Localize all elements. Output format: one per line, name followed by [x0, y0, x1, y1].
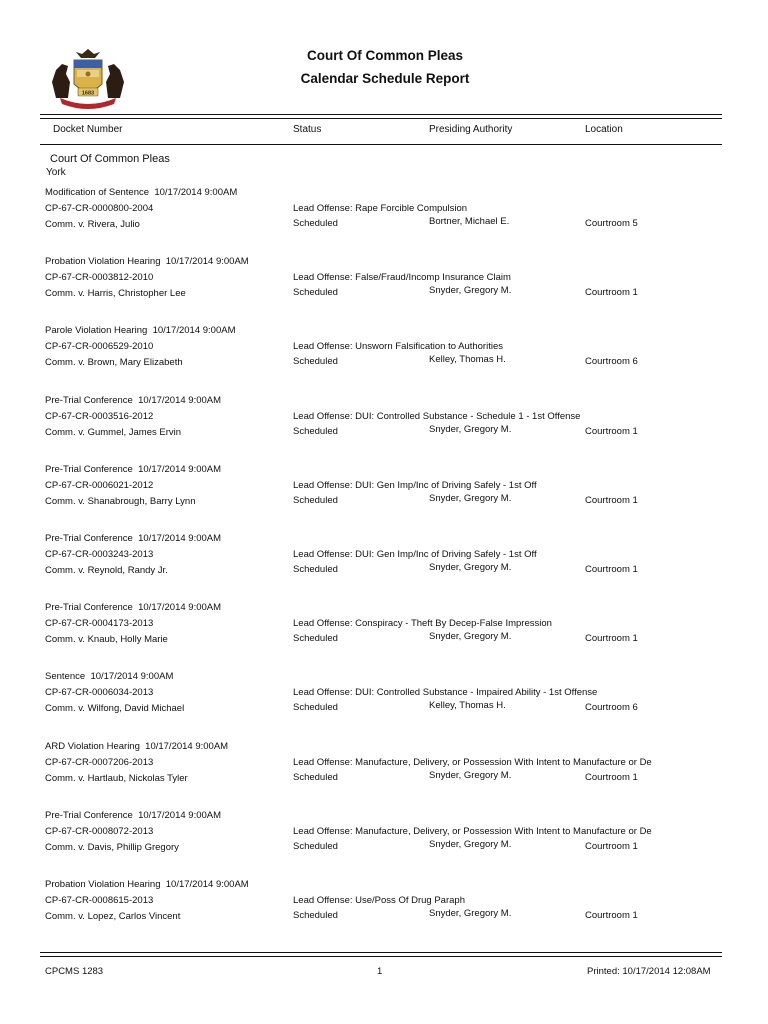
docket-number: CP-67-CR-0006034-2013: [45, 687, 154, 698]
event-datetime: 10/17/2014 9:00AM: [154, 187, 238, 198]
schedule-entry: [0, 187, 768, 247]
schedule-entry: [0, 602, 768, 662]
column-header-rule: [40, 144, 722, 145]
docket-number: CP-67-CR-0000800-2004: [45, 203, 154, 214]
status: Scheduled: [293, 356, 338, 367]
docket-number: CP-67-CR-0006529-2010: [45, 341, 154, 352]
presiding-authority: Snyder, Gregory M.: [429, 770, 512, 781]
lead-offense: Lead Offense: Manufacture, Delivery, or Possession With Intent to Manufacture or De: [293, 757, 652, 768]
lead-offense: Lead Offense: DUI: Controlled Substance - Schedule 1 - 1st Offense: [293, 411, 581, 422]
event-type: Pre-Trial Conference: [45, 395, 133, 406]
location: Courtroom 1: [585, 495, 638, 506]
location: Courtroom 1: [585, 633, 638, 644]
lead-offense: Lead Offense: Unsworn Falsification to Authorities: [293, 341, 503, 352]
event-type: Parole Violation Hearing: [45, 325, 148, 336]
presiding-authority: Snyder, Gregory M.: [429, 493, 512, 504]
status: Scheduled: [293, 564, 338, 575]
docket-number: CP-67-CR-0008072-2013: [45, 826, 154, 837]
case-caption: Comm. v. Reynold, Randy Jr.: [45, 565, 168, 576]
event-line: [45, 741, 228, 752]
case-caption: Comm. v. Knaub, Holly Marie: [45, 634, 168, 645]
presiding-authority: Snyder, Gregory M.: [429, 562, 512, 573]
header-rule-top-2: [40, 118, 722, 119]
event-type: Probation Violation Hearing: [45, 879, 161, 890]
docket-number: CP-67-CR-0004173-2013: [45, 618, 154, 629]
location: Courtroom 1: [585, 426, 638, 437]
state-seal-icon: [46, 48, 130, 110]
footer-form-id: CPCMS 1283: [45, 966, 104, 977]
presiding-authority: Bortner, Michael E.: [429, 216, 510, 227]
case-caption: Comm. v. Gummel, James Ervin: [45, 427, 182, 438]
event-line: [45, 325, 236, 336]
event-line: [45, 187, 237, 198]
presiding-authority: Snyder, Gregory M.: [429, 908, 512, 919]
section-county: York: [46, 167, 66, 178]
column-header-authority: Presiding Authority: [429, 124, 513, 135]
footer-printed: Printed: 10/17/2014 12:08AM: [587, 966, 711, 977]
presiding-authority: Snyder, Gregory M.: [429, 631, 512, 642]
column-header-location: Location: [585, 124, 623, 135]
status: Scheduled: [293, 495, 338, 506]
event-datetime: 10/17/2014 9:00AM: [152, 325, 236, 336]
event-datetime: 10/17/2014 9:00AM: [165, 879, 249, 890]
column-header-docket: Docket Number: [53, 124, 123, 135]
schedule-entry: [0, 256, 768, 316]
case-caption: Comm. v. Wilfong, David Michael: [45, 703, 185, 714]
lead-offense: Lead Offense: Use/Poss Of Drug Paraph: [293, 895, 465, 906]
seal-year-text: 1683: [81, 90, 95, 97]
report-court-title: Court Of Common Pleas: [306, 48, 463, 63]
case-caption: Comm. v. Shanabrough, Barry Lynn: [45, 496, 196, 507]
event-line: [45, 602, 221, 613]
header-rule-top: [40, 114, 722, 115]
lead-offense: Lead Offense: DUI: Gen Imp/Inc of Driving Safely - 1st Off: [293, 549, 537, 560]
location: Courtroom 1: [585, 772, 638, 783]
schedule-entry: [0, 879, 768, 939]
docket-number: CP-67-CR-0008615-2013: [45, 895, 154, 906]
event-line: [45, 810, 221, 821]
schedule-entry: [0, 325, 768, 385]
case-caption: Comm. v. Davis, Phillip Gregory: [45, 842, 179, 853]
event-line: [45, 879, 249, 890]
location: Courtroom 6: [585, 702, 638, 713]
presiding-authority: Kelley, Thomas H.: [429, 700, 506, 711]
event-type: Pre-Trial Conference: [45, 464, 133, 475]
docket-number: CP-67-CR-0006021-2012: [45, 480, 154, 491]
event-line: [45, 464, 221, 475]
location: Courtroom 5: [585, 218, 638, 229]
location: Courtroom 6: [585, 356, 638, 367]
case-caption: Comm. v. Lopez, Carlos Vincent: [45, 911, 181, 922]
event-datetime: 10/17/2014 9:00AM: [138, 533, 222, 544]
report-title: Calendar Schedule Report: [300, 71, 470, 86]
schedule-entry: [0, 395, 768, 455]
event-datetime: 10/17/2014 9:00AM: [145, 741, 229, 752]
event-type: Pre-Trial Conference: [45, 533, 133, 544]
presiding-authority: Snyder, Gregory M.: [429, 285, 512, 296]
status: Scheduled: [293, 633, 338, 644]
footer-rule-top: [40, 952, 722, 953]
event-datetime: 10/17/2014 9:00AM: [138, 395, 222, 406]
case-caption: Comm. v. Hartlaub, Nickolas Tyler: [45, 773, 188, 784]
event-line: [45, 533, 221, 544]
lead-offense: Lead Offense: Conspiracy - Theft By Decep-False Impression: [293, 618, 552, 629]
lead-offense: Lead Offense: False/Fraud/Incomp Insurance Claim: [293, 272, 511, 283]
section-court-name: Court Of Common Pleas: [50, 153, 170, 165]
schedule-entry: [0, 810, 768, 870]
event-datetime: 10/17/2014 9:00AM: [138, 464, 222, 475]
presiding-authority: Kelley, Thomas H.: [429, 354, 506, 365]
event-type: Sentence: [45, 671, 86, 682]
status: Scheduled: [293, 426, 338, 437]
lead-offense: Lead Offense: DUI: Gen Imp/Inc of Driving Safely - 1st Off: [293, 480, 537, 491]
status: Scheduled: [293, 772, 338, 783]
schedule-entry: [0, 464, 768, 524]
schedule-entry: [0, 671, 768, 731]
case-caption: Comm. v. Brown, Mary Elizabeth: [45, 357, 183, 368]
event-type: Pre-Trial Conference: [45, 602, 133, 613]
event-type: Pre-Trial Conference: [45, 810, 133, 821]
footer-rule-bottom: [40, 956, 722, 957]
presiding-authority: Snyder, Gregory M.: [429, 839, 512, 850]
status: Scheduled: [293, 910, 338, 921]
location: Courtroom 1: [585, 841, 638, 852]
event-line: [45, 256, 249, 267]
event-datetime: 10/17/2014 9:00AM: [165, 256, 249, 267]
docket-number: CP-67-CR-0003812-2010: [45, 272, 154, 283]
location: Courtroom 1: [585, 564, 638, 575]
schedule-entry: [0, 533, 768, 593]
status: Scheduled: [293, 841, 338, 852]
docket-number: CP-67-CR-0007206-2013: [45, 757, 154, 768]
presiding-authority: Snyder, Gregory M.: [429, 424, 512, 435]
status: Scheduled: [293, 287, 338, 298]
docket-number: CP-67-CR-0003516-2012: [45, 411, 154, 422]
case-caption: Comm. v. Rivera, Julio: [45, 219, 140, 230]
event-type: Modification of Sentence: [45, 187, 150, 198]
event-datetime: 10/17/2014 9:00AM: [90, 671, 174, 682]
case-caption: Comm. v. Harris, Christopher Lee: [45, 288, 186, 299]
status: Scheduled: [293, 218, 338, 229]
lead-offense: Lead Offense: Rape Forcible Compulsion: [293, 203, 468, 214]
event-line: [45, 671, 173, 682]
event-type: ARD Violation Hearing: [45, 741, 140, 752]
event-datetime: 10/17/2014 9:00AM: [138, 810, 222, 821]
docket-number: CP-67-CR-0003243-2013: [45, 549, 154, 560]
schedule-entry: [0, 741, 768, 801]
lead-offense: Lead Offense: DUI: Controlled Substance - Impaired Ability - 1st Offense: [293, 687, 598, 698]
event-type: Probation Violation Hearing: [45, 256, 161, 267]
column-header-status: Status: [293, 124, 322, 135]
footer-page-number: 1: [377, 966, 383, 977]
event-line: [45, 395, 221, 406]
status: Scheduled: [293, 702, 338, 713]
location: Courtroom 1: [585, 910, 638, 921]
location: Courtroom 1: [585, 287, 638, 298]
lead-offense: Lead Offense: Manufacture, Delivery, or Possession With Intent to Manufacture or De: [293, 826, 652, 837]
event-datetime: 10/17/2014 9:00AM: [138, 602, 222, 613]
